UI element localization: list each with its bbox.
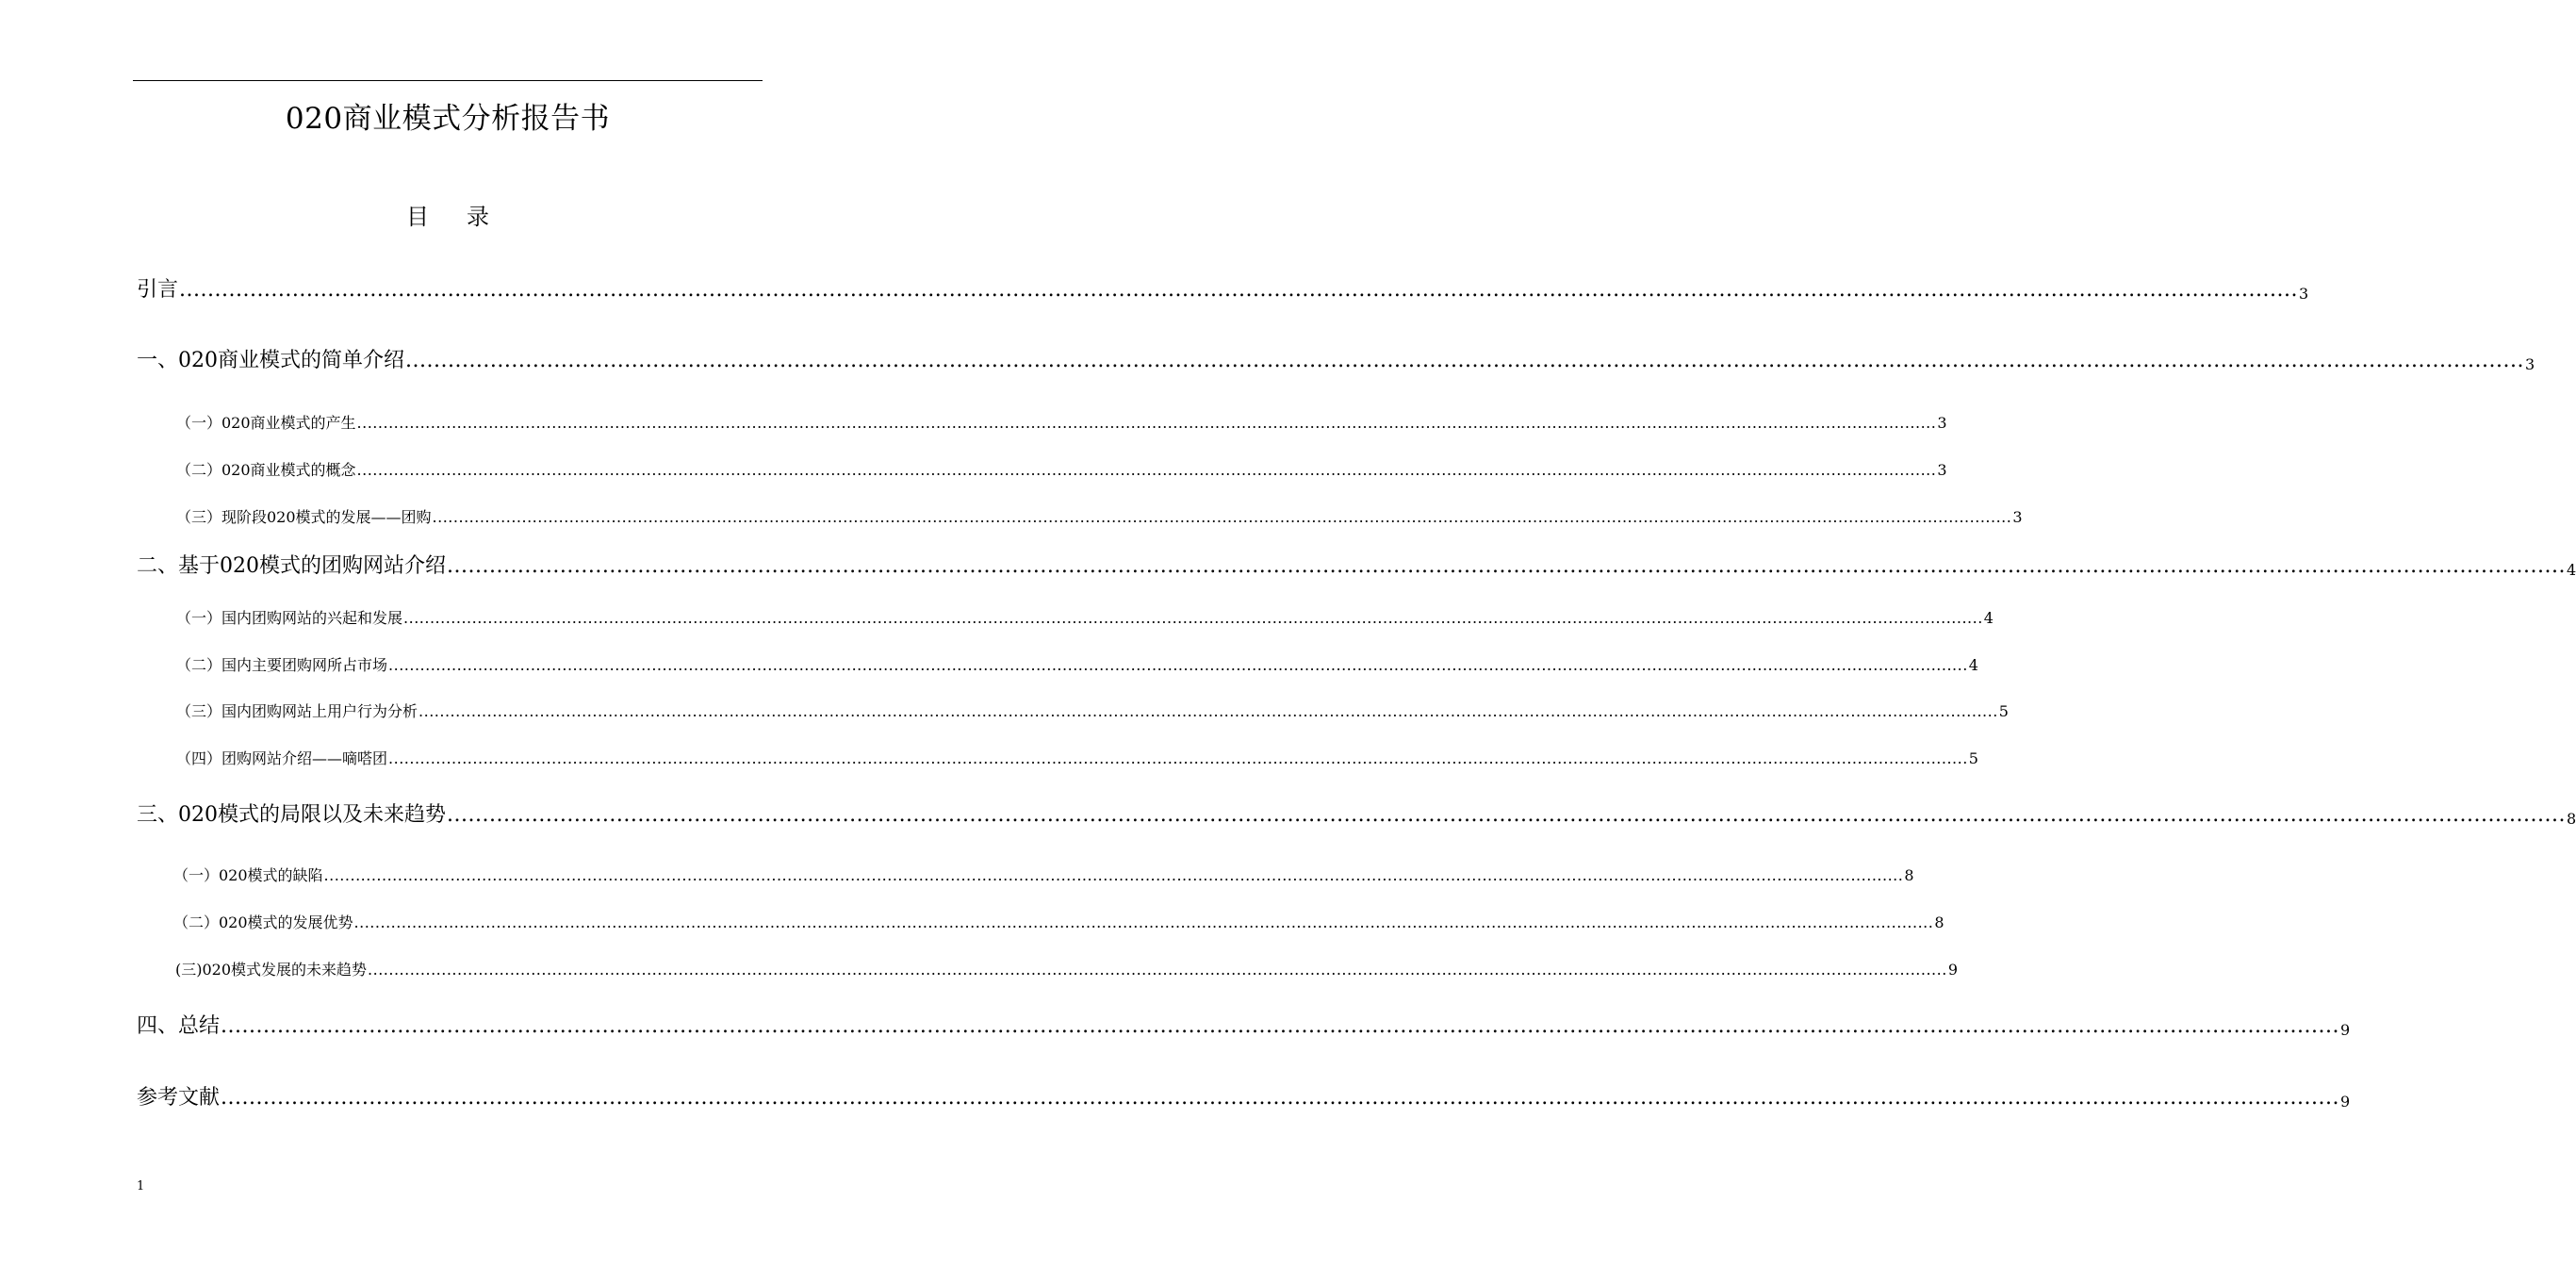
toc-entry-label: （四）团购网站介绍——嘀嗒团: [176, 749, 388, 767]
toc-entry-page: 8: [1934, 913, 1944, 931]
toc-entry-section-2-2[interactable]: [176, 654, 1978, 677]
toc-leader-dots: ............................................................................................................................................................................................................................................................................................................: [221, 1014, 2339, 1038]
toc-entry-label: 二、基于020模式的团购网站介绍: [137, 554, 446, 578]
toc-leader-dots: ............................................................................................................................................................................................................................................................................................................: [179, 278, 2298, 302]
toc-entry-section-3-3[interactable]: [175, 959, 1958, 981]
toc-leader-dots: ............................................................................................................................................................................................................................................................................................................: [447, 554, 2566, 578]
toc-entry-page: 9: [2339, 1093, 2351, 1111]
toc-entry-label: （二）国内主要团购网所占市场: [176, 656, 388, 674]
toc-entry-page: 3: [2298, 285, 2309, 303]
toc-entry-page: 5: [1998, 702, 2009, 720]
toc-entry-intro[interactable]: [137, 276, 2309, 304]
toc-leader-dots: ............................................................................................................................................................................................................................................................................................................: [388, 749, 1968, 767]
toc-entry-label: 四、总结: [137, 1014, 221, 1038]
toc-leader-dots: ............................................................................................................................................................................................................................................................................................................: [353, 913, 1934, 931]
toc-leader-dots: ............................................................................................................................................................................................................................................................................................................: [432, 508, 2012, 526]
document-title: 020商业模式分析报告书: [285, 102, 611, 136]
toc-entry-label: （一）国内团购网站的兴起和发展: [176, 609, 403, 627]
toc-heading: [0, 200, 895, 234]
toc-entry-label: (三)020模式发展的未来趋势: [175, 961, 368, 979]
toc-entry-label: （三）现阶段020模式的发展——团购: [176, 508, 432, 526]
toc-entry-page: 9: [2339, 1021, 2351, 1039]
toc-leader-dots: ............................................................................................................................................................................................................................................................................................................: [405, 349, 2524, 372]
toc-entry-page: 3: [2524, 355, 2535, 373]
toc-entry-section-2-4[interactable]: [176, 748, 1978, 770]
toc-entry-label: 一、020商业模式的简单介绍: [137, 349, 404, 372]
toc-entry-page: 8: [2566, 810, 2576, 828]
toc-entry-page: 4: [2566, 561, 2576, 579]
toc-entry-section-1-3[interactable]: [176, 506, 2023, 529]
toc-entry-section-1-2[interactable]: [176, 459, 1947, 482]
toc-entry-label: （一）020商业模式的产生: [176, 414, 356, 432]
toc-entry-page: 5: [1968, 749, 1978, 767]
toc-entry-section-2-1[interactable]: [176, 607, 1994, 630]
toc-entry-section-1-1[interactable]: [176, 412, 1947, 435]
toc-heading-left: 目: [406, 204, 429, 230]
toc-heading-right: 录: [467, 204, 489, 230]
toc-entry-page: 4: [1983, 609, 1994, 627]
toc-entry-section-3-2[interactable]: [173, 912, 1944, 934]
toc-entry-label: （二）020商业模式的概念: [176, 461, 356, 479]
toc-entry-page: 8: [1904, 866, 1914, 884]
toc-leader-dots: ............................................................................................................................................................................................................................................................................................................: [356, 461, 1937, 479]
page-number: 1: [137, 1179, 145, 1193]
toc-entry-label: （二）020模式的发展优势: [173, 913, 353, 931]
toc-entry-summary[interactable]: [137, 1012, 2351, 1041]
toc-entry-page: 3: [1937, 461, 1947, 479]
toc-leader-dots: ............................................................................................................................................................................................................................................................................................................: [368, 961, 1947, 979]
toc-leader-dots: ............................................................................................................................................................................................................................................................................................................: [418, 702, 1998, 720]
toc-leader-dots: ............................................................................................................................................................................................................................................................................................................: [403, 609, 1983, 627]
toc-entry-label: （一）020模式的缺陷: [173, 866, 323, 884]
toc-leader-dots: ............................................................................................................................................................................................................................................................................................................: [447, 803, 2566, 827]
toc-entry-section-1[interactable]: [137, 347, 2535, 375]
toc-entry-references[interactable]: [137, 1084, 2351, 1112]
toc-entry-label: 参考文献: [137, 1086, 221, 1110]
toc-entry-page: 3: [1937, 414, 1947, 432]
toc-entry-label: 引言: [137, 278, 179, 302]
toc-entry-section-2-3[interactable]: [176, 700, 2009, 723]
toc-leader-dots: ............................................................................................................................................................................................................................................................................................................: [323, 866, 1904, 884]
toc-entry-page: 3: [2012, 508, 2023, 526]
toc-entry-label: （三）国内团购网站上用户行为分析: [176, 702, 418, 720]
toc-leader-dots: ............................................................................................................................................................................................................................................................................................................: [221, 1086, 2339, 1110]
toc-entry-section-3-1[interactable]: [173, 864, 1914, 887]
toc-leader-dots: ............................................................................................................................................................................................................................................................................................................: [356, 414, 1937, 432]
toc-leader-dots: ............................................................................................................................................................................................................................................................................................................: [388, 656, 1968, 674]
header-rule: [133, 80, 763, 81]
toc-entry-page: 4: [1968, 656, 1978, 674]
toc-entry-section-3[interactable]: [137, 801, 2576, 830]
toc-entry-page: 9: [1947, 961, 1958, 979]
toc-entry-section-2[interactable]: [137, 552, 2576, 581]
toc-entry-label: 三、020模式的局限以及未来趋势: [137, 803, 446, 827]
